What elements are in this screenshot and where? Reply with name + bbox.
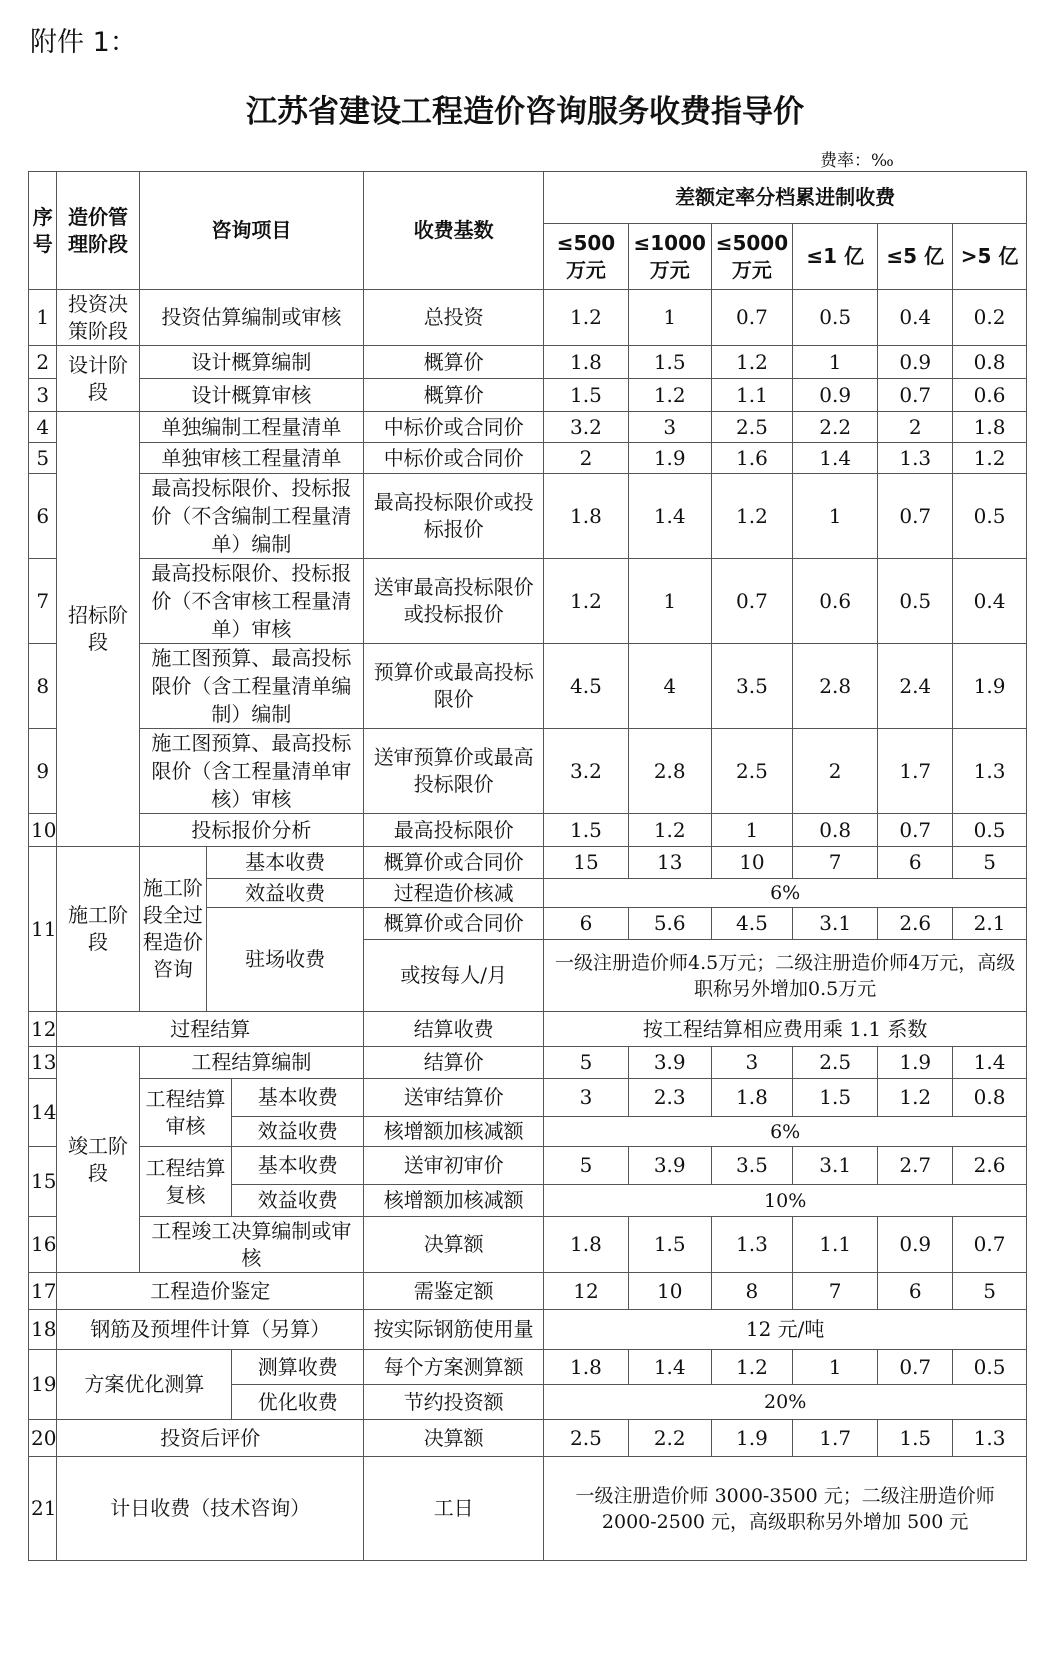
rate-cell: 1.3: [878, 443, 953, 474]
rate-unit-note: 费率：‰: [820, 151, 894, 171]
rate-cell: 0.7: [878, 474, 953, 559]
fee-type-cell: 基本收费: [207, 847, 364, 879]
rate-cell: 7: [792, 1273, 877, 1310]
rate-cell: 13: [628, 847, 711, 879]
rate-cell: 1.2: [628, 379, 711, 412]
item-cell: 单独审核工程量清单: [139, 443, 363, 474]
header-tier: ≤5 亿: [878, 224, 953, 290]
rate-cell: 1.5: [628, 346, 711, 379]
item-cell: 钢筋及预埋件计算（另算）: [57, 1310, 364, 1350]
rate-cell: 1.2: [711, 474, 792, 559]
rate-cell: 3: [711, 1047, 792, 1079]
rate-cell: 1.8: [544, 474, 628, 559]
rate-cell: 2.4: [878, 644, 953, 729]
item-cell: 计日收费（技术咨询）: [57, 1457, 364, 1561]
rate-cell: 0.9: [878, 346, 953, 379]
rate-cell: 1.3: [953, 729, 1027, 814]
row-seq: 8: [29, 644, 57, 729]
item-cell: 投标报价分析: [139, 814, 363, 847]
header-tier: >5 亿: [953, 224, 1027, 290]
stage-cell: 竣工阶段: [57, 1047, 139, 1273]
rate-cell: 8: [711, 1273, 792, 1310]
row-seq: 7: [29, 559, 57, 644]
basis-cell: 概算价或合同价: [364, 847, 544, 879]
rate-cell: 3.1: [792, 908, 877, 940]
stage-cell: 设计阶段: [57, 346, 139, 412]
rate-cell: 1.4: [628, 1350, 711, 1385]
rate-cell: 1.2: [953, 443, 1027, 474]
rate-cell: 0.7: [878, 1350, 953, 1385]
rate-cell: 1.9: [711, 1420, 792, 1457]
header-basis: 收费基数: [364, 172, 544, 290]
row-seq: 5: [29, 443, 57, 474]
rate-merged-cell: 20%: [544, 1385, 1027, 1420]
header-stage: 造价管理阶段: [57, 172, 139, 290]
basis-cell: 或按每人/月: [364, 940, 544, 1012]
item-cell: 施工图预算、最高投标限价（含工程量清单编制）编制: [139, 644, 363, 729]
row-seq: 12: [29, 1012, 57, 1047]
rate-cell: 7: [792, 847, 877, 879]
rate-cell: 6: [878, 1273, 953, 1310]
basis-cell: 预算价或最高投标限价: [364, 644, 544, 729]
rate-cell: 15: [544, 847, 628, 879]
rate-cell: 0.5: [953, 814, 1027, 847]
item-cell: 工程造价鉴定: [57, 1273, 364, 1310]
basis-cell: 送审初审价: [364, 1147, 544, 1185]
rate-cell: 4: [628, 644, 711, 729]
rate-cell: 5: [953, 1273, 1027, 1310]
basis-cell: 概算价或合同价: [364, 908, 544, 940]
rate-cell: 1.8: [544, 1217, 628, 1273]
rate-cell: 1: [628, 290, 711, 346]
row-seq: 21: [29, 1457, 57, 1561]
rate-cell: 3: [544, 1079, 628, 1117]
fee-table: [28, 171, 1027, 1561]
item-cell: 工程结算审核: [139, 1079, 232, 1147]
fee-type-cell: 优化收费: [232, 1385, 364, 1420]
rate-merged-cell: 一级注册造价师4.5万元；二级注册造价师4万元，高级职称另外增加0.5万元: [544, 940, 1027, 1012]
fee-type-cell: 效益收费: [232, 1117, 364, 1147]
item-cell: 过程结算: [57, 1012, 364, 1047]
rate-cell: 10: [628, 1273, 711, 1310]
rate-cell: 1.7: [878, 729, 953, 814]
rate-cell: 1.5: [878, 1420, 953, 1457]
rate-cell: 1.2: [878, 1079, 953, 1117]
rate-cell: 2.6: [878, 908, 953, 940]
basis-cell: 结算收费: [364, 1012, 544, 1047]
rate-cell: 0.7: [953, 1217, 1027, 1273]
basis-cell: 最高投标限价: [364, 814, 544, 847]
attachment-label: 附件 1：: [30, 27, 137, 58]
rate-cell: 3.5: [711, 1147, 792, 1185]
fee-type-cell: 测算收费: [232, 1350, 364, 1385]
basis-cell: 需鉴定额: [364, 1273, 544, 1310]
rate-cell: 1.2: [628, 814, 711, 847]
rate-cell: 1.3: [711, 1217, 792, 1273]
rate-cell: 2: [544, 443, 628, 474]
rate-merged-cell: 12 元/吨: [544, 1310, 1027, 1350]
rate-cell: 0.8: [953, 346, 1027, 379]
fee-type-cell: 驻场收费: [207, 908, 364, 1012]
rate-cell: 1.2: [711, 346, 792, 379]
fee-type-cell: 效益收费: [232, 1185, 364, 1217]
basis-cell: 最高投标限价或投标报价: [364, 474, 544, 559]
row-seq: 4: [29, 412, 57, 443]
row-seq: 2: [29, 346, 57, 379]
rate-cell: 0.7: [711, 290, 792, 346]
rate-cell: 1.5: [544, 379, 628, 412]
basis-cell: 按实际钢筋使用量: [364, 1310, 544, 1350]
rate-cell: 2.5: [711, 729, 792, 814]
rate-cell: 1.1: [711, 379, 792, 412]
rate-cell: 1: [792, 1350, 877, 1385]
rate-cell: 0.8: [953, 1079, 1027, 1117]
rate-cell: 0.4: [878, 290, 953, 346]
rate-cell: 4.5: [711, 908, 792, 940]
rate-cell: 0.9: [792, 379, 877, 412]
rate-cell: 0.5: [953, 474, 1027, 559]
row-seq: 15: [29, 1147, 57, 1217]
rate-cell: 2.5: [792, 1047, 877, 1079]
rate-cell: 2.5: [711, 412, 792, 443]
basis-cell: 中标价或合同价: [364, 443, 544, 474]
row-seq: 14: [29, 1079, 57, 1147]
rate-cell: 1.8: [544, 346, 628, 379]
basis-cell: 概算价: [364, 379, 544, 412]
item-cell: 工程结算编制: [139, 1047, 363, 1079]
header-tier: ≤1 亿: [792, 224, 877, 290]
rate-cell: 0.5: [878, 559, 953, 644]
basis-cell: 过程造价核减: [364, 879, 544, 908]
row-seq: 3: [29, 379, 57, 412]
item-cell: 投资估算编制或审核: [139, 290, 363, 346]
rate-cell: 6: [544, 908, 628, 940]
rate-cell: 1.3: [953, 1420, 1027, 1457]
rate-cell: 0.9: [878, 1217, 953, 1273]
rate-cell: 1.9: [953, 644, 1027, 729]
rate-merged-cell: 6%: [544, 1117, 1027, 1147]
header-seq: 序号: [29, 172, 57, 290]
item-cell: 投资后评价: [57, 1420, 364, 1457]
rate-cell: 1.4: [792, 443, 877, 474]
item-cell: 施工阶段全过程造价咨询: [139, 847, 206, 1012]
rate-cell: 3.1: [792, 1147, 877, 1185]
rate-cell: 1.2: [544, 290, 628, 346]
header-tier: ≤5000 万元: [711, 224, 792, 290]
rate-cell: 0.2: [953, 290, 1027, 346]
rate-cell: 1: [711, 814, 792, 847]
rate-cell: 12: [544, 1273, 628, 1310]
rate-cell: 1.6: [711, 443, 792, 474]
rate-cell: 2.3: [628, 1079, 711, 1117]
basis-cell: 节约投资额: [364, 1385, 544, 1420]
rate-cell: 1.5: [628, 1217, 711, 1273]
item-cell: 设计概算审核: [139, 379, 363, 412]
row-seq: 20: [29, 1420, 57, 1457]
item-cell: 工程竣工决算编制或审核: [139, 1217, 363, 1273]
rate-merged-cell: 按工程结算相应费用乘 1.1 系数: [544, 1012, 1027, 1047]
item-cell: 最高投标限价、投标报价（不含审核工程量清单）审核: [139, 559, 363, 644]
basis-cell: 决算额: [364, 1420, 544, 1457]
rate-cell: 1.9: [628, 443, 711, 474]
basis-cell: 概算价: [364, 346, 544, 379]
rate-cell: 5: [544, 1147, 628, 1185]
rate-cell: 0.4: [953, 559, 1027, 644]
rate-cell: 2.8: [792, 644, 877, 729]
basis-cell: 送审预算价或最高投标限价: [364, 729, 544, 814]
document-title: 江苏省建设工程造价咨询服务收费指导价: [246, 94, 804, 130]
fee-type-cell: 效益收费: [207, 879, 364, 908]
row-seq: 11: [29, 847, 57, 1012]
basis-cell: 核增额加核减额: [364, 1117, 544, 1147]
rate-cell: 2.2: [792, 412, 877, 443]
rate-cell: 3: [628, 412, 711, 443]
rate-cell: 1.4: [628, 474, 711, 559]
basis-cell: 工日: [364, 1457, 544, 1561]
basis-cell: 核增额加核减额: [364, 1185, 544, 1217]
rate-cell: 5.6: [628, 908, 711, 940]
rate-cell: 2.1: [953, 908, 1027, 940]
rate-merged-cell: 一级注册造价师 3000-3500 元；二级注册造价师 2000-2500 元，高级职称另外增加 500 元: [544, 1457, 1027, 1561]
row-seq: 16: [29, 1217, 57, 1273]
basis-cell: 送审最高投标限价或投标报价: [364, 559, 544, 644]
basis-cell: 决算额: [364, 1217, 544, 1273]
rate-cell: 0.7: [878, 814, 953, 847]
stage-cell: 投资决策阶段: [57, 290, 139, 346]
rate-cell: 4.5: [544, 644, 628, 729]
rate-cell: 2.8: [628, 729, 711, 814]
row-seq: 19: [29, 1350, 57, 1420]
fee-type-cell: 基本收费: [232, 1079, 364, 1117]
row-seq: 17: [29, 1273, 57, 1310]
stage-cell: 施工阶段: [57, 847, 139, 1012]
rate-cell: 1.5: [792, 1079, 877, 1117]
basis-cell: 总投资: [364, 290, 544, 346]
rate-cell: 3.9: [628, 1147, 711, 1185]
rate-cell: 2: [878, 412, 953, 443]
rate-cell: 0.7: [878, 379, 953, 412]
stage-cell: 招标阶段: [57, 412, 139, 847]
rate-cell: 6: [878, 847, 953, 879]
fee-type-cell: 基本收费: [232, 1147, 364, 1185]
rate-cell: 1.8: [544, 1350, 628, 1385]
rate-cell: 1.4: [953, 1047, 1027, 1079]
rate-cell: 5: [953, 847, 1027, 879]
row-seq: 6: [29, 474, 57, 559]
item-cell: 工程结算复核: [139, 1147, 232, 1217]
basis-cell: 中标价或合同价: [364, 412, 544, 443]
rate-cell: 10: [711, 847, 792, 879]
row-seq: 9: [29, 729, 57, 814]
rate-cell: 2: [792, 729, 877, 814]
rate-cell: 2.6: [953, 1147, 1027, 1185]
rate-cell: 1: [792, 474, 877, 559]
rate-merged-cell: 6%: [544, 879, 1027, 908]
rate-cell: 0.8: [792, 814, 877, 847]
row-seq: 13: [29, 1047, 57, 1079]
rate-cell: 1.1: [792, 1217, 877, 1273]
rate-cell: 5: [544, 1047, 628, 1079]
rate-cell: 0.5: [953, 1350, 1027, 1385]
rate-cell: 1.2: [544, 559, 628, 644]
header-item: 咨询项目: [139, 172, 363, 290]
rate-cell: 3.5: [711, 644, 792, 729]
item-cell: 最高投标限价、投标报价（不含编制工程量清单）编制: [139, 474, 363, 559]
basis-cell: 结算价: [364, 1047, 544, 1079]
rate-cell: 0.5: [792, 290, 877, 346]
rate-cell: 3.2: [544, 412, 628, 443]
row-seq: 10: [29, 814, 57, 847]
item-cell: 方案优化测算: [57, 1350, 232, 1420]
rate-cell: 3.9: [628, 1047, 711, 1079]
rate-cell: 1.7: [792, 1420, 877, 1457]
rate-cell: 2.2: [628, 1420, 711, 1457]
rate-cell: 1.8: [711, 1079, 792, 1117]
basis-cell: 送审结算价: [364, 1079, 544, 1117]
item-cell: 施工图预算、最高投标限价（含工程量清单审核）审核: [139, 729, 363, 814]
rate-merged-cell: 10%: [544, 1185, 1027, 1217]
rate-cell: 3.2: [544, 729, 628, 814]
header-tier: ≤1000 万元: [628, 224, 711, 290]
rate-cell: 1.5: [544, 814, 628, 847]
rate-cell: 2.7: [878, 1147, 953, 1185]
basis-cell: 每个方案测算额: [364, 1350, 544, 1385]
item-cell: 单独编制工程量清单: [139, 412, 363, 443]
rate-cell: 0.7: [711, 559, 792, 644]
header-tier-group: 差额定率分档累进制收费: [544, 172, 1027, 224]
rate-cell: 2.5: [544, 1420, 628, 1457]
rate-cell: 1.8: [953, 412, 1027, 443]
row-seq: 1: [29, 290, 57, 346]
header-tier: ≤500 万元: [544, 224, 628, 290]
rate-cell: 0.6: [953, 379, 1027, 412]
rate-cell: 1.2: [711, 1350, 792, 1385]
rate-cell: 1: [792, 346, 877, 379]
item-cell: 设计概算编制: [139, 346, 363, 379]
row-seq: 18: [29, 1310, 57, 1350]
rate-cell: 1: [628, 559, 711, 644]
rate-cell: 0.6: [792, 559, 877, 644]
rate-cell: 1.9: [878, 1047, 953, 1079]
